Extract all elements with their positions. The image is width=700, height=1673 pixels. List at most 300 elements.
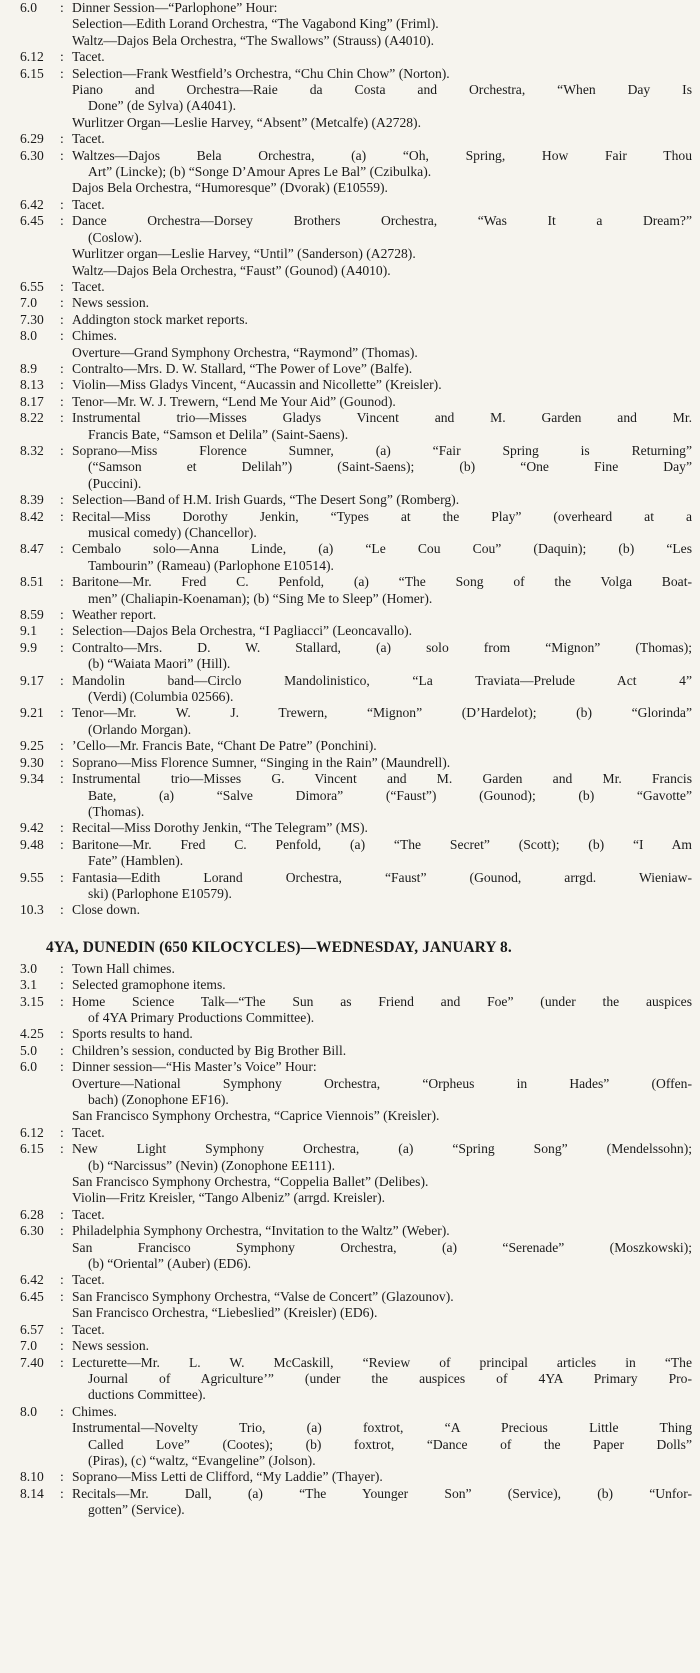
entry-text <box>72 870 692 903</box>
time-separator: : <box>60 993 64 1009</box>
entry-text <box>72 1190 692 1206</box>
entry-text <box>72 1404 692 1420</box>
entry-time: 6.29 <box>20 131 44 147</box>
time-separator: : <box>60 1272 64 1288</box>
time-separator: : <box>60 738 64 754</box>
entry-line: Chimes. <box>72 1403 117 1419</box>
entry-line: ski) (Parlophone E10579). <box>88 885 232 901</box>
program-entry <box>20 1305 692 1321</box>
entry-text <box>72 977 692 993</box>
entry-line: (Puccini). <box>88 475 142 491</box>
entry-time: 6.15 <box>20 65 44 81</box>
entry-line: News session. <box>72 295 150 311</box>
entry-text <box>72 263 692 279</box>
entry-line: New Light Symphony Orchestra, (a) “Spring Song” (Mendelssohn); <box>72 1141 692 1157</box>
entry-line: Tacet. <box>72 131 105 147</box>
entry-line: Recital—Miss Dorothy Jenkin, “Types at the Play” (overheard at a <box>72 508 692 524</box>
program-entry <box>20 1223 692 1239</box>
entry-time: 8.10 <box>20 1469 44 1485</box>
entry-time: 8.14 <box>20 1485 44 1501</box>
entry-time: 3.0 <box>20 960 37 976</box>
entry-time: 8.59 <box>20 607 44 623</box>
program-entry <box>20 1272 692 1288</box>
entry-line: Waltz—Dajos Bela Orchestra, “The Swallows” (Strauss) (A4010). <box>72 32 435 48</box>
time-separator: : <box>60 541 64 557</box>
entry-time: 8.51 <box>20 574 44 590</box>
entry-text <box>72 1207 692 1223</box>
entry-line: Selection—Band of H.M. Irish Guards, “The Desert Song” (Romberg). <box>72 492 460 508</box>
entry-text <box>72 0 692 16</box>
entry-text <box>72 49 692 65</box>
entry-text <box>72 961 692 977</box>
program-entry <box>20 1207 692 1223</box>
entry-line: Close down. <box>72 902 140 918</box>
entry-line: Francis Bate, “Samson et Delila” (Saint-Saens). <box>88 426 349 442</box>
program-entry <box>20 33 692 49</box>
entry-line: Journal of Agriculture’” (under the auspices of 4YA Primary Pro- <box>88 1370 692 1386</box>
entry-text <box>72 66 692 82</box>
program-entry <box>20 607 692 623</box>
program-entry <box>20 771 692 820</box>
entry-line: Soprano—Miss Florence Sumner, (a) “Fair Spring is Returning” <box>72 442 692 458</box>
program-entry <box>20 673 692 706</box>
time-separator: : <box>60 213 64 229</box>
entry-line: Tacet. <box>72 278 105 294</box>
program-entry <box>20 1469 692 1485</box>
entry-line: Bate, (a) “Salve Dimora” (“Faust”) (Gounod); (b) “Gavotte” <box>88 787 692 803</box>
program-entry <box>20 1076 692 1109</box>
entry-text <box>72 738 692 754</box>
entry-time: 8.13 <box>20 377 44 393</box>
entry-time: 7.40 <box>20 1354 44 1370</box>
program-entry <box>20 541 692 574</box>
entry-line: Instrumental—Novelty Trio, (a) foxtrot, “A Precious Little Thing <box>72 1420 692 1436</box>
entry-line: Soprano—Miss Florence Sumner, “Singing in the Rain” (Maundrell). <box>72 754 451 770</box>
entry-text <box>72 771 692 820</box>
time-separator: : <box>60 754 64 770</box>
entry-time: 7.0 <box>20 1338 37 1354</box>
program-entry <box>20 443 692 492</box>
entry-time: 9.42 <box>20 820 44 836</box>
program-entry <box>20 279 692 295</box>
entry-line: Waltz—Dajos Bela Orchestra, “Faust” (Gounod) (A4010). <box>72 262 391 278</box>
program-entry <box>20 1322 692 1338</box>
entry-line: Contralto—Mrs. D. W. Stallard, “The Power of Love” (Balfe). <box>72 360 413 376</box>
program-entry <box>20 1486 692 1519</box>
entry-line: musical comedy) (Chancellor). <box>88 525 257 540</box>
entry-line: Tenor—Mr. W. J. Trewern, “Lend Me Your Aid” (Gounod). <box>72 393 396 409</box>
entry-time: 6.45 <box>20 1288 44 1304</box>
time-separator: : <box>60 902 64 918</box>
entry-time: 9.9 <box>20 639 37 655</box>
entry-line: San Francisco Symphony Orchestra, (a) “Serenade” (Moszkowski); <box>72 1239 692 1255</box>
entry-line: Instrumental trio—Misses G. Vincent and M. Garden and Mr. Francis <box>72 771 692 787</box>
program-entry <box>20 1108 692 1124</box>
entry-line: Piano and Orchestra—Raie da Costa and Orchestra, “When Day Is <box>72 82 692 98</box>
program-entry <box>20 148 692 181</box>
entry-time: 9.21 <box>20 705 44 721</box>
entry-line: (Verdi) (Columbia 02566). <box>88 689 234 705</box>
entry-text <box>72 377 692 393</box>
program-entry <box>20 755 692 771</box>
program-entry <box>20 66 692 82</box>
entry-line: Tacet. <box>72 1124 105 1140</box>
entry-line: (Piras), (c) “waltz, “Evangeline” (Jolson). <box>88 1452 316 1468</box>
station-heading: 4YA, DUNEDIN (650 KILOCYCLES)—WEDNESDAY, JANUARY 8. <box>46 938 512 956</box>
entry-text <box>72 82 692 115</box>
entry-text <box>72 1240 692 1273</box>
time-separator: : <box>60 771 64 787</box>
program-entry <box>20 640 692 673</box>
entry-line: Addington stock market reports. <box>72 311 248 327</box>
program-entry <box>20 377 692 393</box>
program-entry <box>20 1355 692 1404</box>
entry-line: Tacet. <box>72 49 105 65</box>
time-separator: : <box>60 1321 64 1337</box>
entry-time: 9.34 <box>20 771 44 787</box>
entry-text <box>72 312 692 328</box>
entry-line: (Thomas). <box>88 803 145 819</box>
program-entry <box>20 1174 692 1190</box>
time-separator: : <box>60 410 64 426</box>
program-entry <box>20 961 692 977</box>
entry-time: 6.57 <box>20 1321 44 1337</box>
time-separator: : <box>60 705 64 721</box>
program-entry <box>20 115 692 131</box>
time-separator: : <box>60 574 64 590</box>
entry-time: 8.39 <box>20 492 44 508</box>
entry-line: Tenor—Mr. W. J. Trewern, “Mignon” (D’Hardelot); (b) “Glorinda” <box>72 705 692 721</box>
entry-line: Recital—Miss Dorothy Jenkin, “The Telegram” (MS). <box>72 820 368 836</box>
program-section-4ya-dunedin <box>20 919 692 1519</box>
entry-text <box>72 1420 692 1469</box>
entry-line: Tacet. <box>72 196 105 212</box>
entry-text <box>72 1223 692 1239</box>
program-listing <box>20 0 692 1519</box>
entry-line: Selected gramophone items. <box>72 977 226 993</box>
entry-time: 9.1 <box>20 623 37 639</box>
entry-line: Dance Orchestra—Dorsey Brothers Orchestra, “Was It a Dream?” <box>72 213 692 229</box>
program-page <box>20 0 692 1673</box>
entry-line: Recitals—Mr. Dall, (a) “The Younger Son” (Service), (b) “Unfor- <box>72 1485 692 1501</box>
entry-line: Overture—National Symphony Orchestra, “Orpheus in Hades” (Offen- <box>72 1075 692 1091</box>
entry-text <box>72 328 692 344</box>
entry-time: 6.42 <box>20 1272 44 1288</box>
time-separator: : <box>60 196 64 212</box>
entry-text <box>72 1355 692 1404</box>
entry-text <box>72 837 692 870</box>
entry-line: men” (Chaliapin-Koenaman); (b) “Sing Me to Sleep” (Homer). <box>88 590 433 606</box>
program-entry <box>20 1059 692 1075</box>
program-entry <box>20 837 692 870</box>
entry-time: 9.25 <box>20 738 44 754</box>
entry-time: 3.1 <box>20 977 37 993</box>
entry-line: Contralto—Mrs. D. W. Stallard, (a) solo from “Mignon” (Thomas); <box>72 639 692 655</box>
entry-text <box>72 16 692 32</box>
time-separator: : <box>60 672 64 688</box>
entry-line: of 4YA Primary Productions Committee). <box>88 1009 315 1025</box>
program-entry <box>20 509 692 542</box>
entry-time: 6.0 <box>20 1059 37 1075</box>
entry-line: Waltzes—Dajos Bela Orchestra, (a) “Oh, Spring, How Fair Thou <box>72 147 692 163</box>
entry-text <box>72 1026 692 1042</box>
time-separator: : <box>60 1338 64 1354</box>
program-entry <box>20 902 692 918</box>
time-separator: : <box>60 623 64 639</box>
entry-text <box>72 33 692 49</box>
program-entry <box>20 1190 692 1206</box>
entry-line: ductions Committee). <box>88 1387 206 1403</box>
entry-time: 9.48 <box>20 836 44 852</box>
entry-text <box>72 213 692 246</box>
program-entry <box>20 345 692 361</box>
entry-time: 7.0 <box>20 295 37 311</box>
program-entry <box>20 1404 692 1420</box>
entry-time: 6.55 <box>20 278 44 294</box>
program-entry <box>20 1240 692 1273</box>
entry-line: Dajos Bela Orchestra, “Humoresque” (Dvorak) (E10559). <box>72 180 388 196</box>
entry-line: Chimes. <box>72 328 117 344</box>
entry-time: 9.55 <box>20 869 44 885</box>
entry-line: News session. <box>72 1338 150 1354</box>
entry-text <box>72 279 692 295</box>
entry-time: 8.17 <box>20 393 44 409</box>
entry-line: (b) “Narcissus” (Nevin) (Zonophone EE111). <box>88 1157 335 1173</box>
program-entry <box>20 0 692 16</box>
entry-line: Weather report. <box>72 607 157 623</box>
program-entry <box>20 820 692 836</box>
time-separator: : <box>60 1206 64 1222</box>
time-separator: : <box>60 295 64 311</box>
entry-text <box>72 1174 692 1190</box>
time-separator: : <box>60 1059 64 1075</box>
entry-time: 6.15 <box>20 1141 44 1157</box>
entry-line: Town Hall chimes. <box>72 960 175 976</box>
entry-line: Instrumental trio—Misses Gladys Vincent and M. Garden and Mr. <box>72 410 692 426</box>
entry-time: 6.42 <box>20 196 44 212</box>
time-separator: : <box>60 1469 64 1485</box>
entry-line: Dinner Session—“Parlophone” Hour: <box>72 0 278 15</box>
time-separator: : <box>60 65 64 81</box>
time-separator: : <box>60 278 64 294</box>
entry-text <box>72 640 692 673</box>
program-entry <box>20 197 692 213</box>
entry-time: 6.30 <box>20 147 44 163</box>
time-separator: : <box>60 311 64 327</box>
program-entry <box>20 623 692 639</box>
program-entry <box>20 574 692 607</box>
entry-time: 7.30 <box>20 311 44 327</box>
entry-line: (“Samson et Delilah”) (Saint-Saens); (b) “One Fine Day” <box>88 459 692 475</box>
program-entry <box>20 1289 692 1305</box>
entry-text <box>72 705 692 738</box>
program-entry <box>20 180 692 196</box>
program-entry <box>20 131 692 147</box>
entry-text <box>72 509 692 542</box>
entry-line: San Francisco Symphony Orchestra, “Caprice Viennois” (Kreisler). <box>72 1108 440 1124</box>
entry-line: Sports results to hand. <box>72 1026 193 1042</box>
entry-line: Tambourin” (Rameau) (Parlophone E10514). <box>88 557 334 573</box>
entry-text <box>72 115 692 131</box>
time-separator: : <box>60 1223 64 1239</box>
entry-line: bach) (Zonophone EF16). <box>88 1092 229 1107</box>
entry-text <box>72 492 692 508</box>
program-entry <box>20 705 692 738</box>
entry-text <box>72 148 692 181</box>
time-separator: : <box>60 1288 64 1304</box>
entry-line: Baritone—Mr. Fred C. Penfold, (a) “The Song of the Volga Boat- <box>72 574 692 590</box>
entry-line: Children’s session, conducted by Big Brother Bill. <box>72 1042 347 1058</box>
time-separator: : <box>60 960 64 976</box>
entry-time: 9.17 <box>20 672 44 688</box>
entry-line: San Francisco Symphony Orchestra, “Valse de Concert” (Glazounov). <box>72 1288 454 1304</box>
entry-text <box>72 246 692 262</box>
entry-line: (Coslow). <box>88 229 142 245</box>
entry-text <box>72 994 692 1027</box>
entry-text <box>72 361 692 377</box>
time-separator: : <box>60 1403 64 1419</box>
entry-line: Tacet. <box>72 1206 105 1222</box>
entry-line: gotten” (Service). <box>88 1502 185 1518</box>
entry-line: Mandolin band—Circlo Mandolinistico, “La Traviata—Prelude Act 4” <box>72 672 692 688</box>
entry-text <box>72 902 692 918</box>
entry-time: 9.30 <box>20 754 44 770</box>
entry-text <box>72 131 692 147</box>
entry-time: 8.9 <box>20 360 37 376</box>
time-separator: : <box>60 131 64 147</box>
section-gap <box>20 919 692 937</box>
time-separator: : <box>60 442 64 458</box>
entry-line: Called Love” (Cootes); (b) foxtrot, “Dance of the Paper Dolls” <box>88 1436 692 1452</box>
entry-text <box>72 295 692 311</box>
entry-time: 5.0 <box>20 1042 37 1058</box>
entry-text <box>72 1043 692 1059</box>
program-entry <box>20 870 692 903</box>
program-entry <box>20 1026 692 1042</box>
entry-text <box>72 1338 692 1354</box>
time-separator: : <box>60 1124 64 1140</box>
program-entry <box>20 394 692 410</box>
program-entry <box>20 1141 692 1174</box>
entry-line: Lecturette—Mr. L. W. McCaskill, “Review of principal articles in “The <box>72 1354 692 1370</box>
entry-line: Cembalo solo—Anna Linde, (a) “Le Cou Cou” (Daquin); (b) “Les <box>72 541 692 557</box>
entry-time: 8.22 <box>20 410 44 426</box>
entry-time: 8.42 <box>20 508 44 524</box>
program-entry <box>20 1338 692 1354</box>
time-separator: : <box>60 1042 64 1058</box>
entry-time: 6.0 <box>20 0 37 15</box>
entry-text <box>72 623 692 639</box>
program-entry <box>20 977 692 993</box>
entry-line: Wurlitzer Organ—Leslie Harvey, “Absent” (Metcalfe) (A2728). <box>72 114 421 130</box>
program-entry <box>20 246 692 262</box>
entry-time: 4.25 <box>20 1026 44 1042</box>
entry-line: Selection—Dajos Bela Orchestra, “I Pagliacci” (Leoncavallo). <box>72 623 413 639</box>
program-entry <box>20 328 692 344</box>
time-separator: : <box>60 607 64 623</box>
time-separator: : <box>60 869 64 885</box>
time-separator: : <box>60 328 64 344</box>
entry-text <box>72 1059 692 1075</box>
entry-line: Home Science Talk—“The Sun as Friend and Foe” (under the auspices <box>72 993 692 1009</box>
entry-text <box>72 820 692 836</box>
entry-time: 8.32 <box>20 442 44 458</box>
entry-line: Fate” (Hamblen). <box>88 853 184 869</box>
program-entry <box>20 263 692 279</box>
entry-text <box>72 541 692 574</box>
entry-text <box>72 394 692 410</box>
time-separator: : <box>60 360 64 376</box>
program-entry <box>20 1420 692 1469</box>
entry-line: Fantasia—Edith Lorand Orchestra, “Faust” (Gounod, arrgd. Wieniaw- <box>72 869 692 885</box>
time-separator: : <box>60 49 64 65</box>
time-separator: : <box>60 1485 64 1501</box>
entry-line: (b) “Waiata Maori” (Hill). <box>88 656 231 672</box>
entry-time: 8.47 <box>20 541 44 557</box>
time-separator: : <box>60 393 64 409</box>
program-entry <box>20 361 692 377</box>
time-separator: : <box>60 492 64 508</box>
entry-time: 3.15 <box>20 993 44 1009</box>
program-entry <box>20 492 692 508</box>
entry-line: Done” (de Sylva) (A4041). <box>88 98 236 114</box>
time-separator: : <box>60 836 64 852</box>
program-entry <box>20 295 692 311</box>
entry-line: Baritone—Mr. Fred C. Penfold, (a) “The Secret” (Scott); (b) “I Am <box>72 836 692 852</box>
entry-line: San Francisco Symphony Orchestra, “Coppelia Ballet” (Delibes). <box>72 1174 429 1190</box>
entry-text <box>72 607 692 623</box>
entry-text <box>72 1486 692 1519</box>
entry-text <box>72 1141 692 1174</box>
program-entry <box>20 49 692 65</box>
entry-time: 6.12 <box>20 49 44 65</box>
time-separator: : <box>60 0 64 15</box>
entry-time: 6.45 <box>20 213 44 229</box>
entry-time: 6.30 <box>20 1223 44 1239</box>
entry-line: Violin—Fritz Kreisler, “Tango Albeniz” (arrgd. Kreisler). <box>72 1190 386 1206</box>
program-entry <box>20 994 692 1027</box>
entry-text <box>72 1469 692 1485</box>
entry-line: Philadelphia Symphony Orchestra, “Invitation to the Waltz” (Weber). <box>72 1223 450 1239</box>
entry-line: (Orlando Morgan). <box>88 721 192 737</box>
entry-line: Tacet. <box>72 1272 105 1288</box>
entry-text <box>72 1322 692 1338</box>
program-entry <box>20 16 692 32</box>
entry-line: Soprano—Miss Letti de Clifford, “My Laddie” (Thayer). <box>72 1469 383 1485</box>
entry-text <box>72 1125 692 1141</box>
entry-text <box>72 673 692 706</box>
program-entry <box>20 1043 692 1059</box>
entry-text <box>72 1289 692 1305</box>
program-entry <box>20 312 692 328</box>
entry-text <box>72 180 692 196</box>
entry-line: Tacet. <box>72 1321 105 1337</box>
entry-line: Selection—Edith Lorand Orchestra, “The Vagabond King” (Friml). <box>72 16 439 32</box>
entry-line: Art” (Lincke); (b) “Songe D’Amour Apres Le Bal” (Czibulka). <box>88 164 432 180</box>
time-separator: : <box>60 639 64 655</box>
entry-text <box>72 197 692 213</box>
time-separator: : <box>60 1141 64 1157</box>
entry-line: Selection—Frank Westfield’s Orchestra, “Chu Chin Chow” (Norton). <box>72 65 450 81</box>
entry-time: 8.0 <box>20 1403 37 1419</box>
entry-line: Violin—Miss Gladys Vincent, “Aucassin and Nicollette” (Kreisler). <box>72 377 442 393</box>
time-separator: : <box>60 820 64 836</box>
entry-time: 10.3 <box>20 902 44 918</box>
program-section-continued <box>20 0 692 919</box>
program-entry <box>20 213 692 246</box>
entry-text <box>72 1108 692 1124</box>
program-entry <box>20 410 692 443</box>
